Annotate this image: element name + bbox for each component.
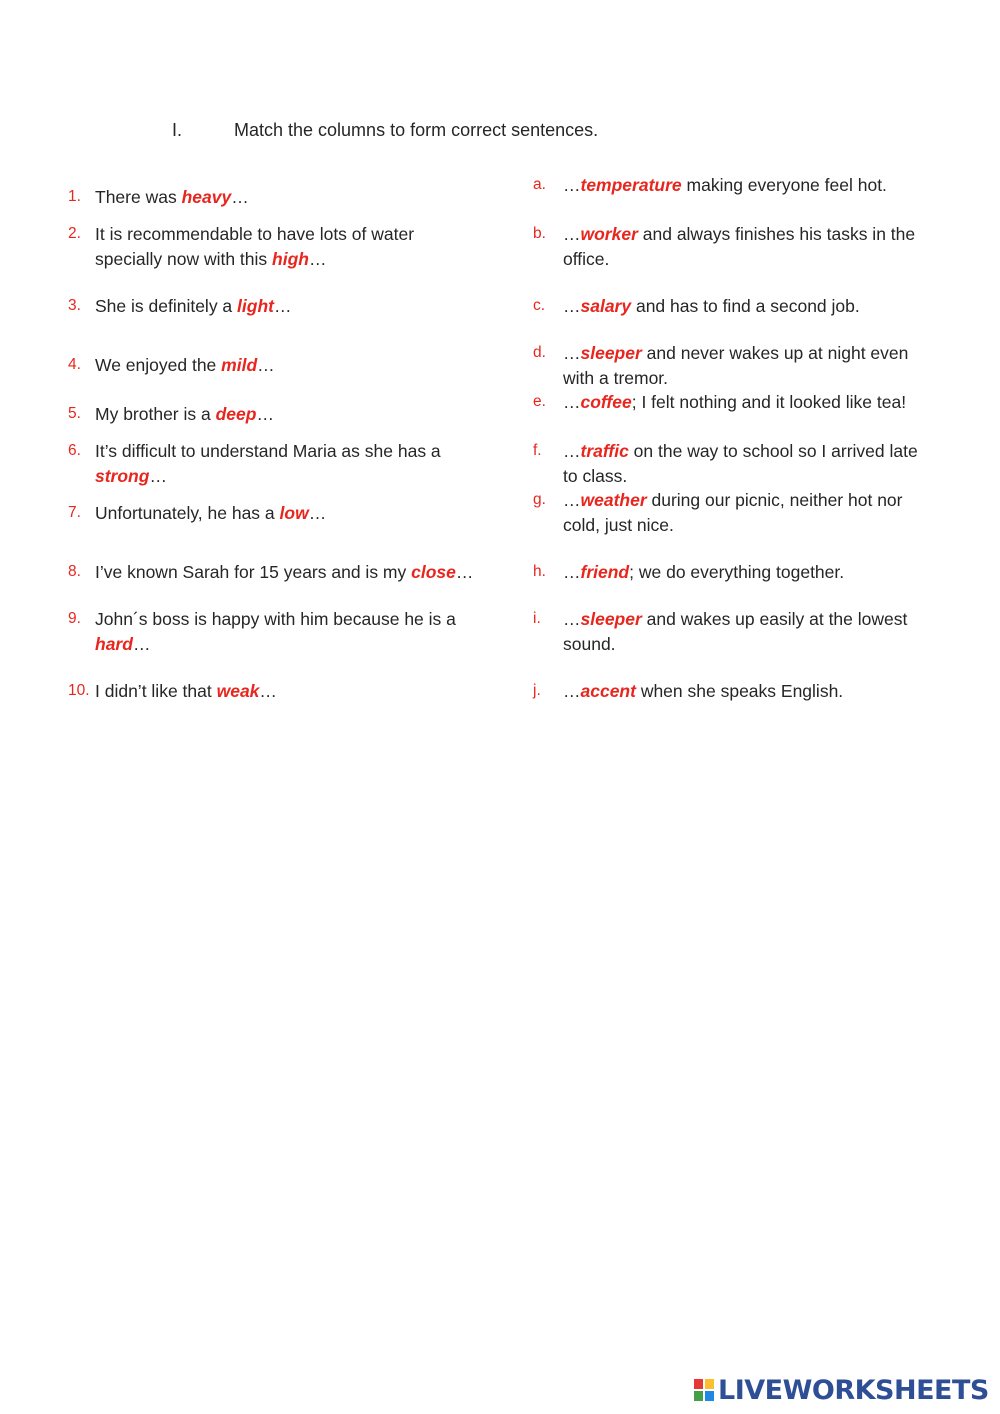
instruction-text: Match the columns to form correct sentences. [234,120,599,140]
item-number: 4. [68,356,81,373]
keyword: worker [580,224,638,244]
item-letter: c. [533,297,546,314]
keyword: mild [221,355,258,375]
keyword: accent [580,681,636,701]
sentence-start: She is definitely a light… [95,296,292,316]
sentence-end: …salary and has to find a second job. [563,296,860,316]
item-number: 2. [68,225,81,242]
item-letter: i. [533,610,541,627]
item-letter: j. [533,682,541,699]
sentence-end: …worker and always finishes his tasks in the office. [563,224,916,269]
item-letter: a. [533,176,546,193]
sentence-start: There was heavy… [95,187,249,207]
sentence-end: …weather during our picnic, neither hot nor cold, just nice. [563,490,903,535]
keyword: sleeper [580,609,642,629]
keyword: traffic [580,441,629,461]
item-letter: h. [533,563,546,580]
sentence-start: Unfortunately, he has a low… [95,503,327,523]
item-number: 10. [68,682,90,699]
sentence-start: I didn’t like that weak… [95,681,277,701]
item-number: 9. [68,610,81,627]
liveworksheets-logo [693,1376,989,1404]
sentence-start: John´s boss is happy with him because he is a hard… [95,609,456,654]
sentence-start: My brother is a deep… [95,404,274,424]
sentence-end: …accent when she speaks English. [563,681,844,701]
sentence-end: …traffic on the way to school so I arrived late to class. [563,441,918,486]
instruction-heading [172,120,598,141]
item-letter: g. [533,491,546,508]
keyword: sleeper [580,343,642,363]
keyword: high [272,248,309,269]
sentence-end: …sleeper and never wakes up at night even with a tremor. [563,343,909,388]
sentence-end: …coffee; I felt nothing and it looked like tea! [563,392,907,412]
item-number: 1. [68,188,81,205]
logo-text: LIVEWORKSHEETS [718,1374,989,1406]
keyword: friend [580,562,630,582]
section-numeral: I. [172,120,183,140]
liveworksheets-logo-icon [693,1378,715,1402]
item-number: 5. [68,405,81,422]
keyword: hard [95,633,133,654]
sentence-start: I’ve known Sarah for 15 years and is my close… [95,562,474,582]
keyword: close [411,562,456,582]
item-letter: b. [533,225,546,242]
sentence-start: It is recommendable to have lots of water specially now with this high… [95,224,415,269]
item-number: 3. [68,297,81,314]
keyword: weak [216,681,260,701]
sentence-end: …friend; we do everything together. [563,562,845,582]
sentence-start: It’s difficult to understand Maria as she has a strong… [95,441,441,486]
sentence-end: …sleeper and wakes up easily at the lowest sound. [563,609,908,654]
sentence-end: …temperature making everyone feel hot. [563,175,887,195]
sentence-start: We enjoyed the mild… [95,355,275,375]
keyword: deep [215,404,257,424]
keyword: light [237,296,274,316]
item-letter: e. [533,393,546,410]
item-number: 7. [68,504,81,521]
item-number: 6. [68,442,81,459]
item-letter: d. [533,344,546,361]
item-letter: f. [533,442,542,459]
keyword: heavy [181,187,232,207]
keyword: salary [580,296,632,316]
keyword: low [279,503,309,523]
keyword: temperature [580,175,682,195]
item-number: 8. [68,563,81,580]
keyword: strong [95,465,150,486]
keyword: coffee [580,392,632,412]
keyword: weather [580,490,647,510]
